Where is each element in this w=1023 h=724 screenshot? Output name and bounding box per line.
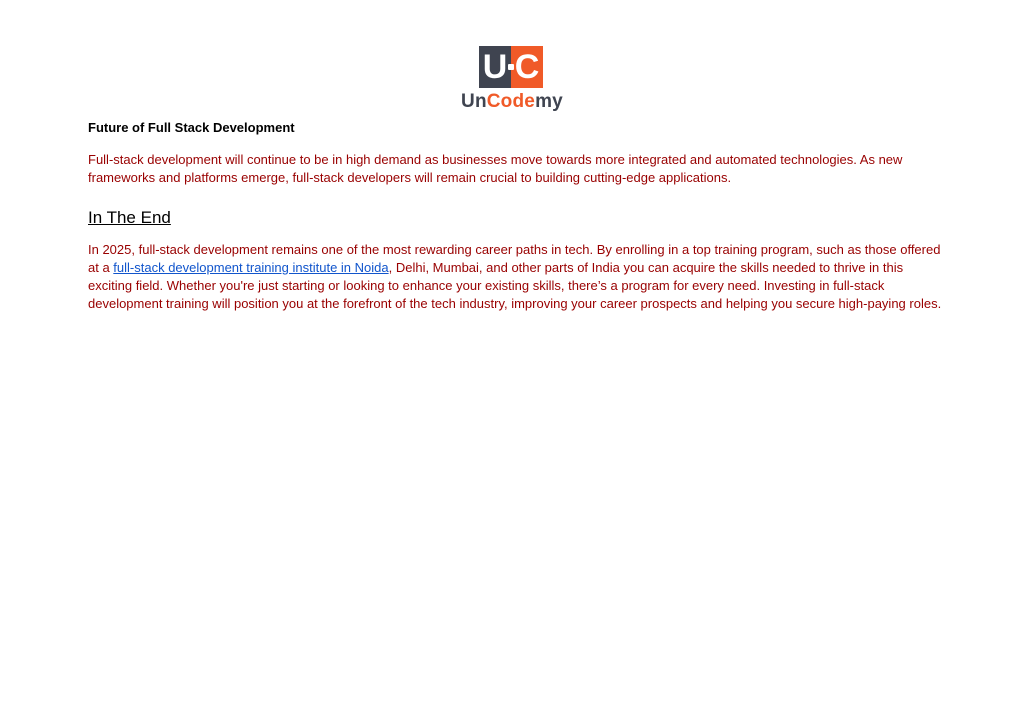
logo-wordmark (459, 91, 565, 113)
section-title: Future of Full Stack Development (88, 120, 295, 135)
training-institute-link[interactable]: full-stack development training institute in Noida (113, 260, 389, 275)
logo-word-code: Code (486, 91, 536, 112)
logo-mark-c: C (511, 46, 543, 88)
document-body (88, 119, 948, 313)
logo-word-un: Un (461, 91, 487, 112)
paragraph-conclusion-start: In 2025, full-stack development remains one of the most rewarding career paths in tech. By enrolling in a top training program, such as those offered at a (88, 242, 941, 275)
logo-dot (508, 64, 514, 70)
logo-mark-u: U (479, 46, 511, 88)
heading-in-the-end: In The End (88, 208, 171, 227)
uncodemy-logo (459, 46, 565, 114)
paragraph-future: Full-stack development will continue to be in high demand as businesses move towards more integrated and automated technologies. As new frameworks and platforms emerge, full-stack developers will remain crucial to building cutting-edge applications. (88, 152, 903, 185)
paragraph-conclusion-end: , Delhi, Mumbai, and other parts of India you can acquire the skills needed to thrive in this exciting field. Whether you're just starting or looking to enhance your existing skills, there’s a program for every need. Investing in full-stack development training will position you at the forefront of the tech industry, improving your career prospects and helping you secure high-paying roles. (88, 260, 942, 311)
paragraph-conclusion (88, 241, 948, 313)
logo-mark (479, 46, 543, 88)
logo-word-my: my (535, 91, 563, 112)
